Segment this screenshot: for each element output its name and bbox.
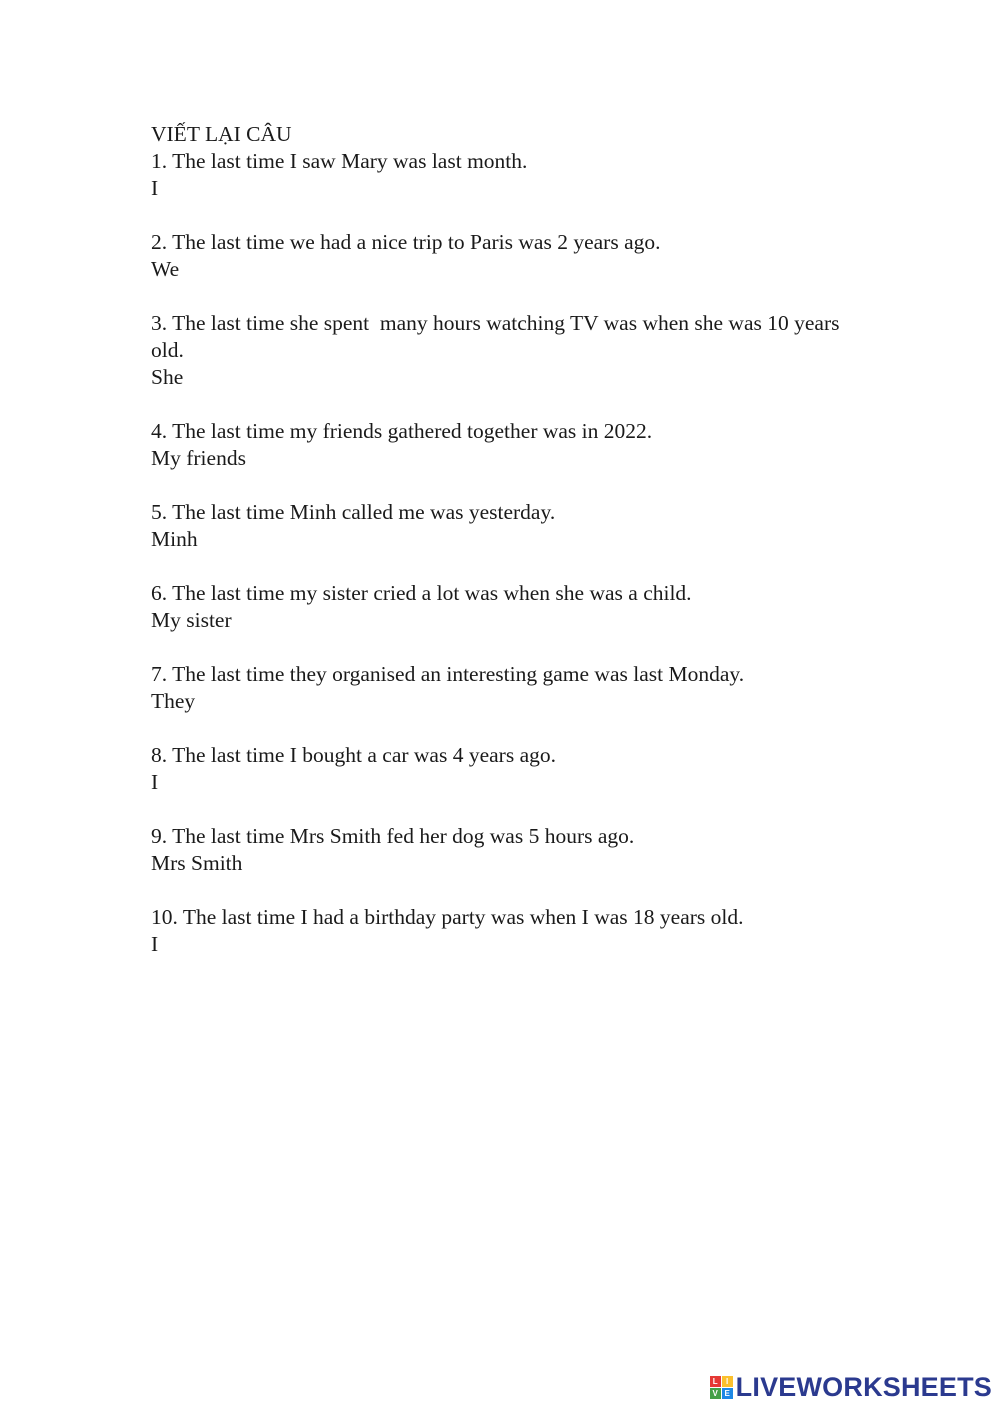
logo-letter-l: L xyxy=(710,1376,721,1387)
answer-prompt: She xyxy=(151,365,184,389)
exercise-question: 9. The last time Mrs Smith fed her dog was 5 hours ago. xyxy=(151,824,635,848)
logo-letter-e: E xyxy=(722,1388,733,1399)
answer-prompt: My sister xyxy=(151,608,232,632)
answer-prompt: Mrs Smith xyxy=(151,851,243,875)
exercise-question: 6. The last time my sister cried a lot was when she was a child. xyxy=(151,581,692,605)
exercise-item-5 xyxy=(151,499,871,553)
liveworksheets-brand xyxy=(710,1372,992,1403)
exercise-question: 1. The last time I saw Mary was last month. xyxy=(151,149,528,173)
exercise-item-1 xyxy=(151,148,871,202)
exercise-question: 10. The last time I had a birthday party was when I was 18 years old. xyxy=(151,905,744,929)
exercise-question: 2. The last time we had a nice trip to Paris was 2 years ago. xyxy=(151,230,661,254)
exercise-item-10 xyxy=(151,904,871,958)
exercise-item-3 xyxy=(151,310,871,391)
exercise-question: 7. The last time they organised an interesting game was last Monday. xyxy=(151,662,745,686)
answer-prompt: I xyxy=(151,770,159,794)
worksheet-title: VIẾT LẠI CÂU xyxy=(151,122,292,146)
exercise-item-4 xyxy=(151,418,871,472)
answer-prompt: I xyxy=(151,176,159,200)
brand-wordmark: LIVEWORKSHEETS xyxy=(735,1372,992,1402)
exercise-question: 8. The last time I bought a car was 4 years ago. xyxy=(151,743,556,767)
exercise-item-6 xyxy=(151,580,871,634)
answer-prompt: I xyxy=(151,932,159,956)
worksheet xyxy=(151,121,871,985)
logo-letter-i: I xyxy=(722,1376,733,1387)
exercise-item-7 xyxy=(151,661,871,715)
liveworksheets-logo-icon xyxy=(710,1376,733,1399)
answer-prompt: We xyxy=(151,257,180,281)
exercise-question: 3. The last time she spent many hours watching TV was when she was 10 years old. xyxy=(151,311,845,362)
answer-prompt: They xyxy=(151,689,196,713)
exercise-item-9 xyxy=(151,823,871,877)
exercise-item-2 xyxy=(151,229,871,283)
answer-prompt: Minh xyxy=(151,527,198,551)
exercise-item-8 xyxy=(151,742,871,796)
exercise-question: 5. The last time Minh called me was yesterday. xyxy=(151,500,556,524)
logo-letter-v: V xyxy=(710,1388,721,1399)
answer-prompt: My friends xyxy=(151,446,246,470)
exercise-question: 4. The last time my friends gathered together was in 2022. xyxy=(151,419,653,443)
